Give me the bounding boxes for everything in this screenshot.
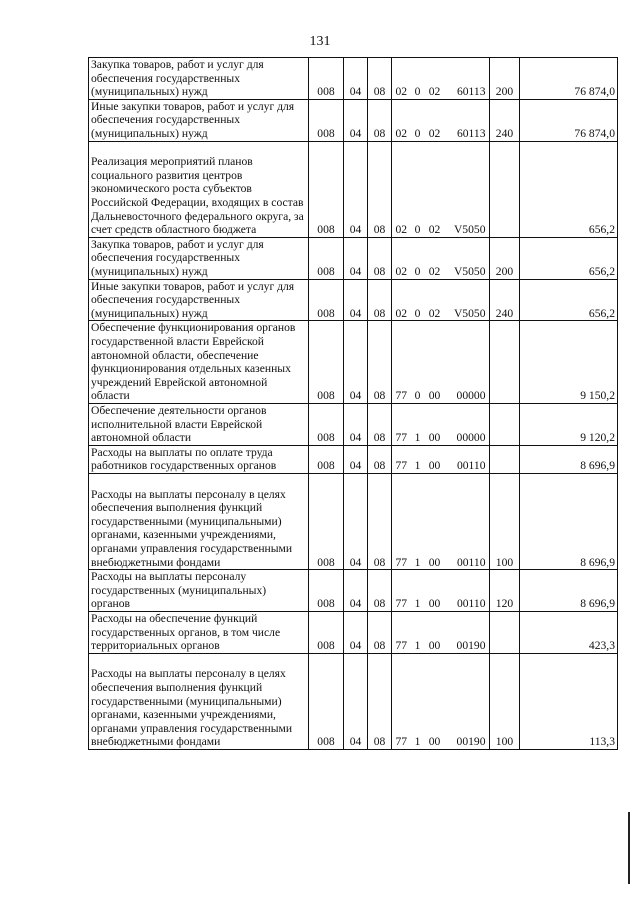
expense-type-cell: 240 bbox=[490, 279, 520, 321]
amount-cell: 8 696,9 bbox=[520, 570, 618, 612]
scan-edge-mark bbox=[628, 812, 630, 884]
program-code-part: 00110 bbox=[456, 555, 486, 569]
subsection-code-cell: 08 bbox=[368, 99, 392, 141]
program-code-cell bbox=[392, 141, 490, 237]
program-code-cell bbox=[392, 99, 490, 141]
program-code-part: 00 bbox=[428, 639, 441, 653]
amount-cell: 656,2 bbox=[520, 237, 618, 279]
ministry-code-cell: 008 bbox=[309, 473, 344, 569]
ministry-code-cell: 008 bbox=[309, 279, 344, 321]
subsection-code-cell: 08 bbox=[368, 473, 392, 569]
program-code-part: 02 bbox=[395, 306, 408, 320]
ministry-code-cell: 008 bbox=[309, 403, 344, 445]
expense-type-cell: 240 bbox=[490, 99, 520, 141]
expense-name-cell: Расходы на выплаты персоналу в целях обеспечения выполнения функций государственными (муниципальными) органами, казенными учреждениями, органами управления государственными внебюджетными фондами bbox=[89, 653, 309, 749]
section-code-cell: 04 bbox=[344, 237, 368, 279]
expense-name-cell: Реализация мероприятий планов социального развития центров экономического роста субъектов Российской Федерации, входящих в состав Дальневосточного федерального округа, за счет средств областного бюджета bbox=[89, 141, 309, 237]
expense-type-cell bbox=[490, 321, 520, 404]
subsection-code-cell: 08 bbox=[368, 570, 392, 612]
ministry-code-cell: 008 bbox=[309, 653, 344, 749]
program-code-part: 60113 bbox=[456, 127, 486, 140]
section-code-cell: 04 bbox=[344, 279, 368, 321]
expense-type-cell bbox=[490, 611, 520, 653]
expense-name-cell: Закупка товаров, работ и услуг для обеспечения государственных (муниципальных) нужд bbox=[89, 237, 309, 279]
program-code-cell bbox=[392, 321, 490, 404]
program-code-part: 02 bbox=[395, 264, 408, 278]
subsection-code-cell: 08 bbox=[368, 237, 392, 279]
program-code-part: 02 bbox=[428, 85, 441, 99]
section-code-cell: 04 bbox=[344, 321, 368, 404]
program-code-part: 77 bbox=[395, 639, 408, 653]
table-row bbox=[89, 237, 618, 279]
table-row bbox=[89, 321, 618, 404]
expense-name-cell: Расходы на обеспечение функций государственных органов, в том числе территориальных органов bbox=[89, 611, 309, 653]
ministry-code-cell: 008 bbox=[309, 237, 344, 279]
amount-cell: 8 696,9 bbox=[520, 473, 618, 569]
subsection-code-cell: 08 bbox=[368, 141, 392, 237]
table-row bbox=[89, 445, 618, 473]
amount-cell: 656,2 bbox=[520, 141, 618, 237]
expense-type-cell: 120 bbox=[490, 570, 520, 612]
program-code-cell bbox=[392, 445, 490, 473]
budget-table bbox=[88, 57, 618, 750]
program-code-part: 02 bbox=[428, 264, 441, 278]
table-row bbox=[89, 99, 618, 141]
table-row bbox=[89, 473, 618, 569]
section-code-cell: 04 bbox=[344, 403, 368, 445]
program-code-part: 0 bbox=[414, 223, 421, 237]
table-row bbox=[89, 570, 618, 612]
subsection-code-cell: 08 bbox=[368, 653, 392, 749]
program-code-cell bbox=[392, 570, 490, 612]
program-code-part: V5050 bbox=[453, 223, 486, 237]
ministry-code-cell: 008 bbox=[309, 321, 344, 404]
ministry-code-cell: 008 bbox=[309, 58, 344, 100]
expense-type-cell: 200 bbox=[490, 237, 520, 279]
expense-type-cell bbox=[490, 445, 520, 473]
program-code-part: 60113 bbox=[456, 85, 486, 99]
program-code-part: 02 bbox=[428, 127, 441, 140]
section-code-cell: 04 bbox=[344, 611, 368, 653]
program-code-part: 02 bbox=[428, 306, 441, 320]
section-code-cell: 04 bbox=[344, 473, 368, 569]
page-number: 131 bbox=[309, 34, 331, 49]
subsection-code-cell: 08 bbox=[368, 445, 392, 473]
program-code-part: 00 bbox=[428, 459, 441, 473]
program-code-cell bbox=[392, 403, 490, 445]
program-code-part: 00 bbox=[428, 597, 441, 611]
program-code-part: 77 bbox=[395, 597, 408, 611]
program-code-part: 02 bbox=[395, 223, 408, 237]
expense-type-cell: 100 bbox=[490, 653, 520, 749]
amount-cell: 423,3 bbox=[520, 611, 618, 653]
amount-cell: 76 874,0 bbox=[520, 99, 618, 141]
program-code-part: 00 bbox=[428, 389, 441, 403]
expense-name-cell: Расходы на выплаты персоналу в целях обеспечения выполнения функций государственными (муниципальными) органами, казенными учреждениями, органами управления государственными внебюджетными фондами bbox=[89, 473, 309, 569]
program-code-part: 1 bbox=[414, 459, 421, 473]
expense-name-cell: Иные закупки товаров, работ и услуг для обеспечения государственных (муниципальных) нужд bbox=[89, 279, 309, 321]
section-code-cell: 04 bbox=[344, 653, 368, 749]
amount-cell: 113,3 bbox=[520, 653, 618, 749]
section-code-cell: 04 bbox=[344, 445, 368, 473]
expense-type-cell: 100 bbox=[490, 473, 520, 569]
program-code-part: 0 bbox=[414, 306, 421, 320]
program-code-part: 0 bbox=[414, 127, 421, 140]
program-code-part: 00 bbox=[428, 735, 441, 749]
expense-name-cell: Расходы на выплаты персоналу государственных (муниципальных) органов bbox=[89, 570, 309, 612]
expense-type-cell bbox=[490, 141, 520, 237]
budget-table-body bbox=[89, 58, 618, 750]
program-code-part: 77 bbox=[395, 431, 408, 445]
program-code-part: 1 bbox=[414, 735, 421, 749]
table-row bbox=[89, 58, 618, 100]
ministry-code-cell: 008 bbox=[309, 445, 344, 473]
table-row bbox=[89, 611, 618, 653]
program-code-part: 00000 bbox=[456, 389, 486, 403]
program-code-part: 77 bbox=[395, 735, 408, 749]
expense-name-cell: Обеспечение функционирования органов государственной власти Еврейской автономной области, обеспечение функционирования отдельных казенных учреждений Еврейской автономной области bbox=[89, 321, 309, 404]
program-code-cell bbox=[392, 473, 490, 569]
section-code-cell: 04 bbox=[344, 58, 368, 100]
ministry-code-cell: 008 bbox=[309, 570, 344, 612]
program-code-cell bbox=[392, 279, 490, 321]
table-row bbox=[89, 141, 618, 237]
program-code-part: 0 bbox=[414, 264, 421, 278]
section-code-cell: 04 bbox=[344, 99, 368, 141]
expense-type-cell bbox=[490, 403, 520, 445]
expense-name-cell: Закупка товаров, работ и услуг для обеспечения государственных (муниципальных) нужд bbox=[89, 58, 309, 100]
program-code-part: 1 bbox=[414, 431, 421, 445]
amount-cell: 8 696,9 bbox=[520, 445, 618, 473]
program-code-part: V5050 bbox=[453, 306, 486, 320]
program-code-part: 77 bbox=[395, 555, 408, 569]
section-code-cell: 04 bbox=[344, 141, 368, 237]
program-code-part: 00190 bbox=[456, 639, 486, 653]
ministry-code-cell: 008 bbox=[309, 141, 344, 237]
subsection-code-cell: 08 bbox=[368, 279, 392, 321]
program-code-part: 02 bbox=[395, 85, 408, 99]
program-code-part: 77 bbox=[395, 389, 408, 403]
program-code-part: 02 bbox=[428, 223, 441, 237]
program-code-cell bbox=[392, 611, 490, 653]
amount-cell: 9 150,2 bbox=[520, 321, 618, 404]
subsection-code-cell: 08 bbox=[368, 321, 392, 404]
program-code-part: 00 bbox=[428, 555, 441, 569]
table-row bbox=[89, 403, 618, 445]
program-code-part: 00 bbox=[428, 431, 441, 445]
program-code-cell bbox=[392, 653, 490, 749]
program-code-part: 77 bbox=[395, 459, 408, 473]
amount-cell: 656,2 bbox=[520, 279, 618, 321]
program-code-part: 1 bbox=[414, 639, 421, 653]
ministry-code-cell: 008 bbox=[309, 99, 344, 141]
expense-name-cell: Обеспечение деятельности органов исполнительной власти Еврейской автономной области bbox=[89, 403, 309, 445]
subsection-code-cell: 08 bbox=[368, 611, 392, 653]
program-code-part: 1 bbox=[414, 555, 421, 569]
program-code-part: 00000 bbox=[456, 431, 486, 445]
section-code-cell: 04 bbox=[344, 570, 368, 612]
program-code-part: 00190 bbox=[456, 735, 486, 749]
program-code-cell bbox=[392, 237, 490, 279]
program-code-part: 00110 bbox=[456, 597, 486, 611]
subsection-code-cell: 08 bbox=[368, 403, 392, 445]
expense-name-cell: Иные закупки товаров, работ и услуг для обеспечения государственных (муниципальных) нужд bbox=[89, 99, 309, 141]
ministry-code-cell: 008 bbox=[309, 611, 344, 653]
program-code-part: 02 bbox=[395, 127, 408, 140]
table-row bbox=[89, 653, 618, 749]
amount-cell: 9 120,2 bbox=[520, 403, 618, 445]
program-code-part: V5050 bbox=[453, 264, 486, 278]
table-row bbox=[89, 279, 618, 321]
program-code-cell bbox=[392, 58, 490, 100]
subsection-code-cell: 08 bbox=[368, 58, 392, 100]
program-code-part: 00110 bbox=[456, 459, 486, 473]
program-code-part: 0 bbox=[414, 389, 421, 403]
program-code-part: 1 bbox=[414, 597, 421, 611]
amount-cell: 76 874,0 bbox=[520, 58, 618, 100]
program-code-part: 0 bbox=[414, 85, 421, 99]
expense-type-cell: 200 bbox=[490, 58, 520, 100]
expense-name-cell: Расходы на выплаты по оплате труда работников государственных органов bbox=[89, 445, 309, 473]
